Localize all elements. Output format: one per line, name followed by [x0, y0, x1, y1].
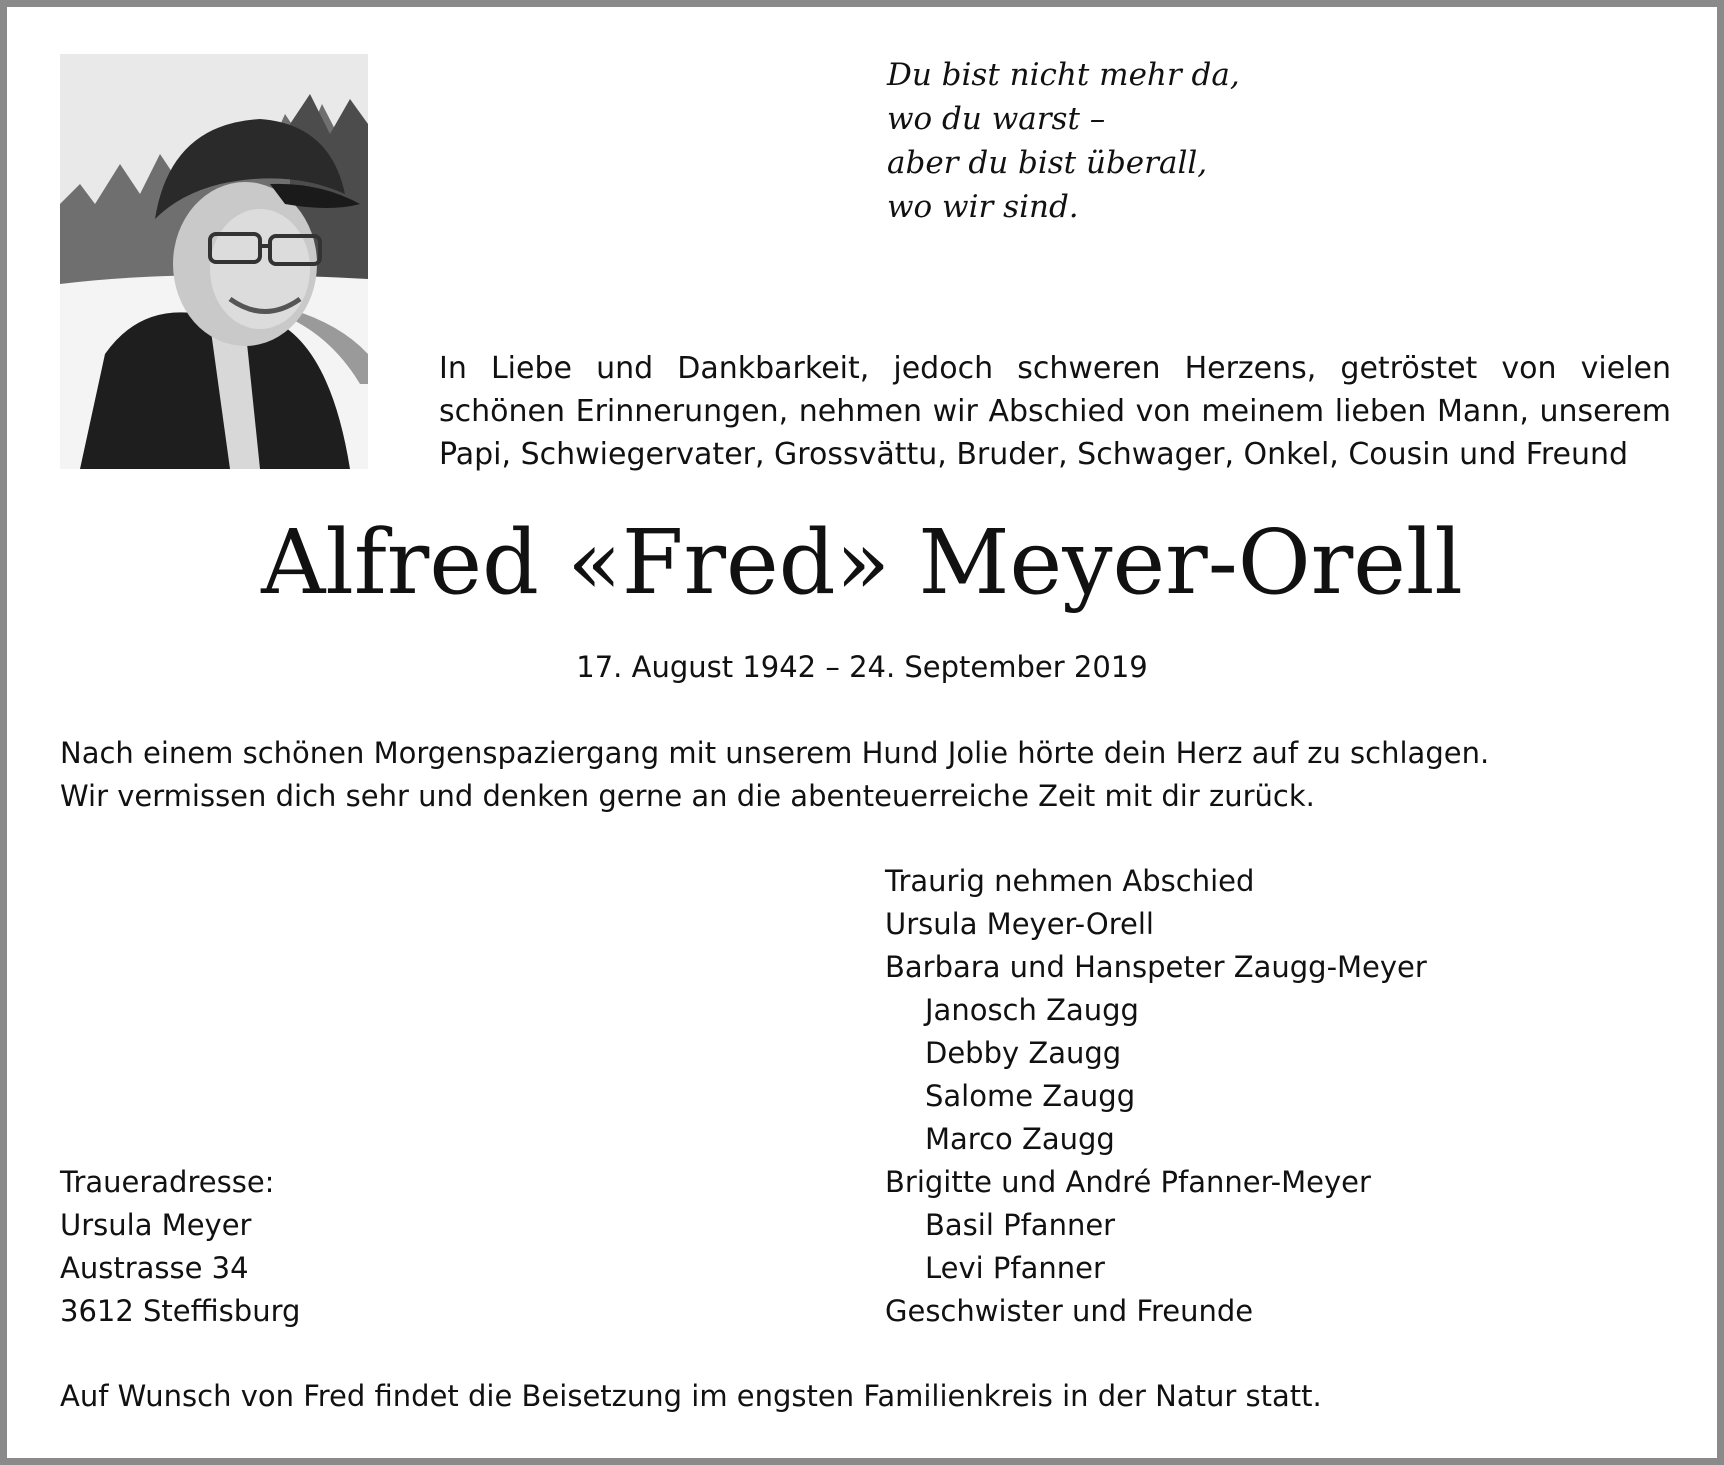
life-dates: 17. August 1942 – 24. September 2019: [576, 650, 1148, 684]
poem-line: wo du warst –: [887, 101, 1106, 137]
mourner-line: Debby Zaugg: [925, 1036, 1122, 1070]
mourner-line: Janosch Zaugg: [925, 993, 1139, 1027]
mourner-line: Brigitte und André Pfanner-Meyer: [885, 1165, 1371, 1199]
mourner-line: Geschwister und Freunde: [885, 1294, 1254, 1328]
intro-text: In Liebe und Dankbarkeit, jedoch schweren Herzens, getröstet von vielen schönen Erinnerungen, nehmen wir Abschied von meinem lieben Mann, unserem Papi, Schwiegervater, Grossvättu, Bruder, Schwager, Onkel, Cousin und Freund: [439, 351, 1671, 472]
mourning-address: [60, 1161, 300, 1333]
mourners-list: [885, 860, 1427, 1333]
address-line: 3612 Steffisburg: [60, 1294, 301, 1328]
message-line: Wir vermissen dich sehr und denken gerne an die abenteuerreiche Zeit mit dir zurück.: [60, 779, 1315, 813]
mourner-line: Ursula Meyer-Orell: [885, 907, 1154, 941]
poem-line: wo wir sind.: [887, 189, 1079, 225]
mourner-line: Salome Zaugg: [925, 1079, 1136, 1113]
mourner-line: Traurig nehmen Abschied: [885, 864, 1255, 898]
address-line: Traueradresse:: [60, 1165, 275, 1199]
address-line: Ursula Meyer: [60, 1208, 252, 1242]
obituary-page: [7, 7, 1717, 1458]
memorial-message: [60, 732, 1489, 818]
address-line: Austrasse 34: [60, 1251, 249, 1285]
mourner-line: Levi Pfanner: [925, 1251, 1105, 1285]
mourner-line: Marco Zaugg: [925, 1122, 1115, 1156]
poem-line: aber du bist überall,: [887, 145, 1208, 181]
closing-note: Auf Wunsch von Fred findet die Beisetzung im engsten Familienkreis in der Natur statt.: [60, 1379, 1322, 1413]
portrait-photo: [60, 54, 368, 469]
poem-line: Du bist nicht mehr da,: [887, 57, 1240, 93]
poem: [887, 53, 1240, 229]
mourner-line: Barbara und Hanspeter Zaugg-Meyer: [885, 950, 1427, 984]
message-line: Nach einem schönen Morgenspaziergang mit unserem Hund Jolie hörte dein Herz auf zu schlagen.: [60, 736, 1490, 770]
deceased-name: Alfred «Fred» Meyer-Orell: [261, 510, 1463, 614]
mourner-line: Basil Pfanner: [925, 1208, 1116, 1242]
